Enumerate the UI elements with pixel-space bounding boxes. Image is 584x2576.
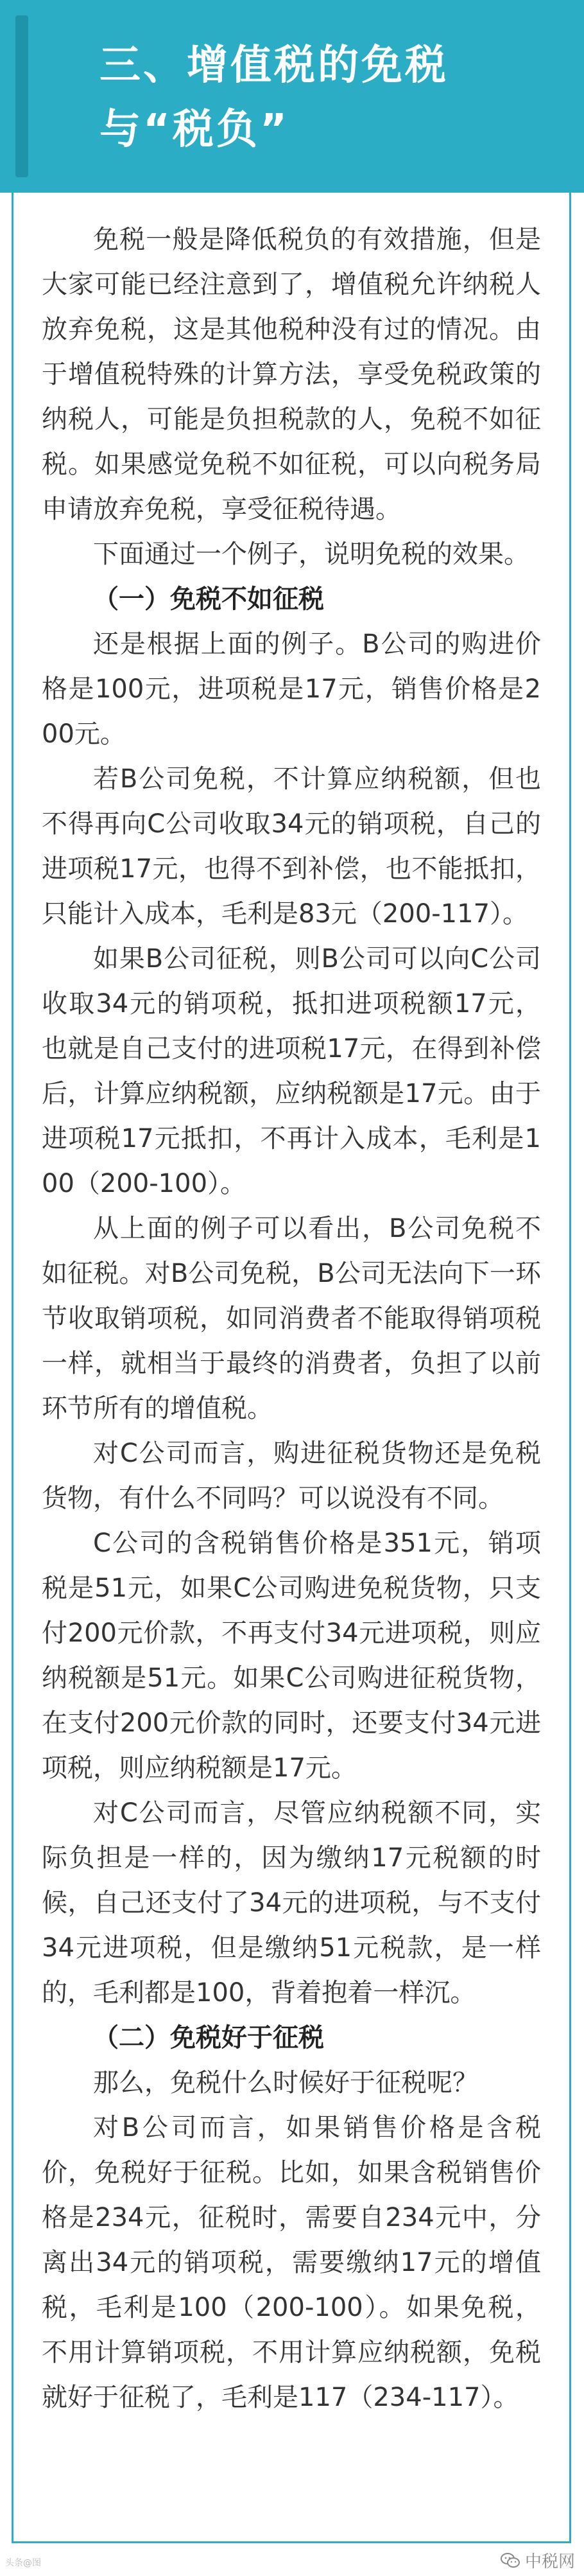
- page-title: 三、增值税的免税与“税负”: [99, 42, 449, 153]
- header-bar: [0, 0, 584, 193]
- paragraph: 那么，免税什么时候好于征税呢？: [93, 2068, 478, 2098]
- paragraph: 下面通过一个例子，说明免税的效果。: [93, 539, 529, 569]
- brand-name: 中税网: [524, 2552, 575, 2572]
- paragraph: 免税一般是降低税负的有效措施，但是大家可能已经注意到了，增值税允许纳税人放弃免税，这是其他税种没有过的情况。由于增值税特殊的计算方法，享受免税政策的纳税人，可能是负担税款的人，免税不如征税。如果感觉免税不如征税，可以向税务局申请放弃免税，享受征税待遇。: [42, 225, 541, 524]
- subheading: （二）免税好于征税: [93, 2023, 324, 2053]
- subheading: （一）免税不如征税: [93, 584, 324, 614]
- brand-watermark: [501, 2548, 575, 2572]
- footer: [0, 2543, 584, 2576]
- paragraph: 从上面的例子可以看出，B公司免税不如征税。对B公司免税，B公司无法向下一环节收取销项税，如同消费者不能取得销项税一样，就相当于最终的消费者，负担了以前环节所有的增值税。: [42, 1214, 541, 1423]
- watermark-text: 头条@图: [5, 2558, 41, 2568]
- paragraph: 如果B公司征税，则B公司可以向C公司收取34元的销项税，抵扣进项税额17元，也就是自己支付的进项税17元，在得到补偿后，计算应纳税额，应纳税额是17元。由于进项税17元抵扣，不再计入成本，毛利是100（200-100）。: [42, 944, 541, 1198]
- paragraph: 若B公司免税，不计算应纳税额，但也不得再向C公司收取34元的销项税，自己的进项税17元，也得不到补偿，也不能抵扣，只能计入成本，毛利是83元（200-117）。: [42, 764, 541, 929]
- paragraph: C公司的含税销售价格是351元，销项税是51元，如果C公司购进免税货物，只支付200元价款，不再支付34元进项税，则应纳税额是51元。如果C公司购进征税货物，在支付200元价款的同时，还要支付34元进项税，则应纳税额是17元。: [42, 1529, 541, 1783]
- paragraph: 还是根据上面的例子。B公司的购进价格是100元，进项税是17元，销售价格是200元。: [42, 629, 541, 749]
- paragraph: 对B公司而言，如果销售价格是含税价，免税好于征税。比如，如果含税销售价格是234元，征税时，需要自234元中，分离出34元的销项税，需要缴纳17元的增值税，毛利是100（200-100）。如果免税，不用计算销项税，不用计算应纳税额，免税就好于征税了，毛利是117（234-117）。: [42, 2113, 541, 2412]
- wechat-icon: [501, 2552, 520, 2569]
- paragraph: 对C公司而言，尽管应纳税额不同，实际负担是一样的，因为缴纳17元税额的时候，自己还支付了34元的进项税，与不支付34元进项税，但是缴纳51元税款，是一样的，毛利都是100，背着抱着一样沉。: [42, 1798, 541, 2008]
- article-body: [12, 193, 571, 2543]
- paragraph: 对C公司而言，购进征税货物还是免税货物，有什么不同吗？可以说没有不同。: [42, 1439, 541, 1513]
